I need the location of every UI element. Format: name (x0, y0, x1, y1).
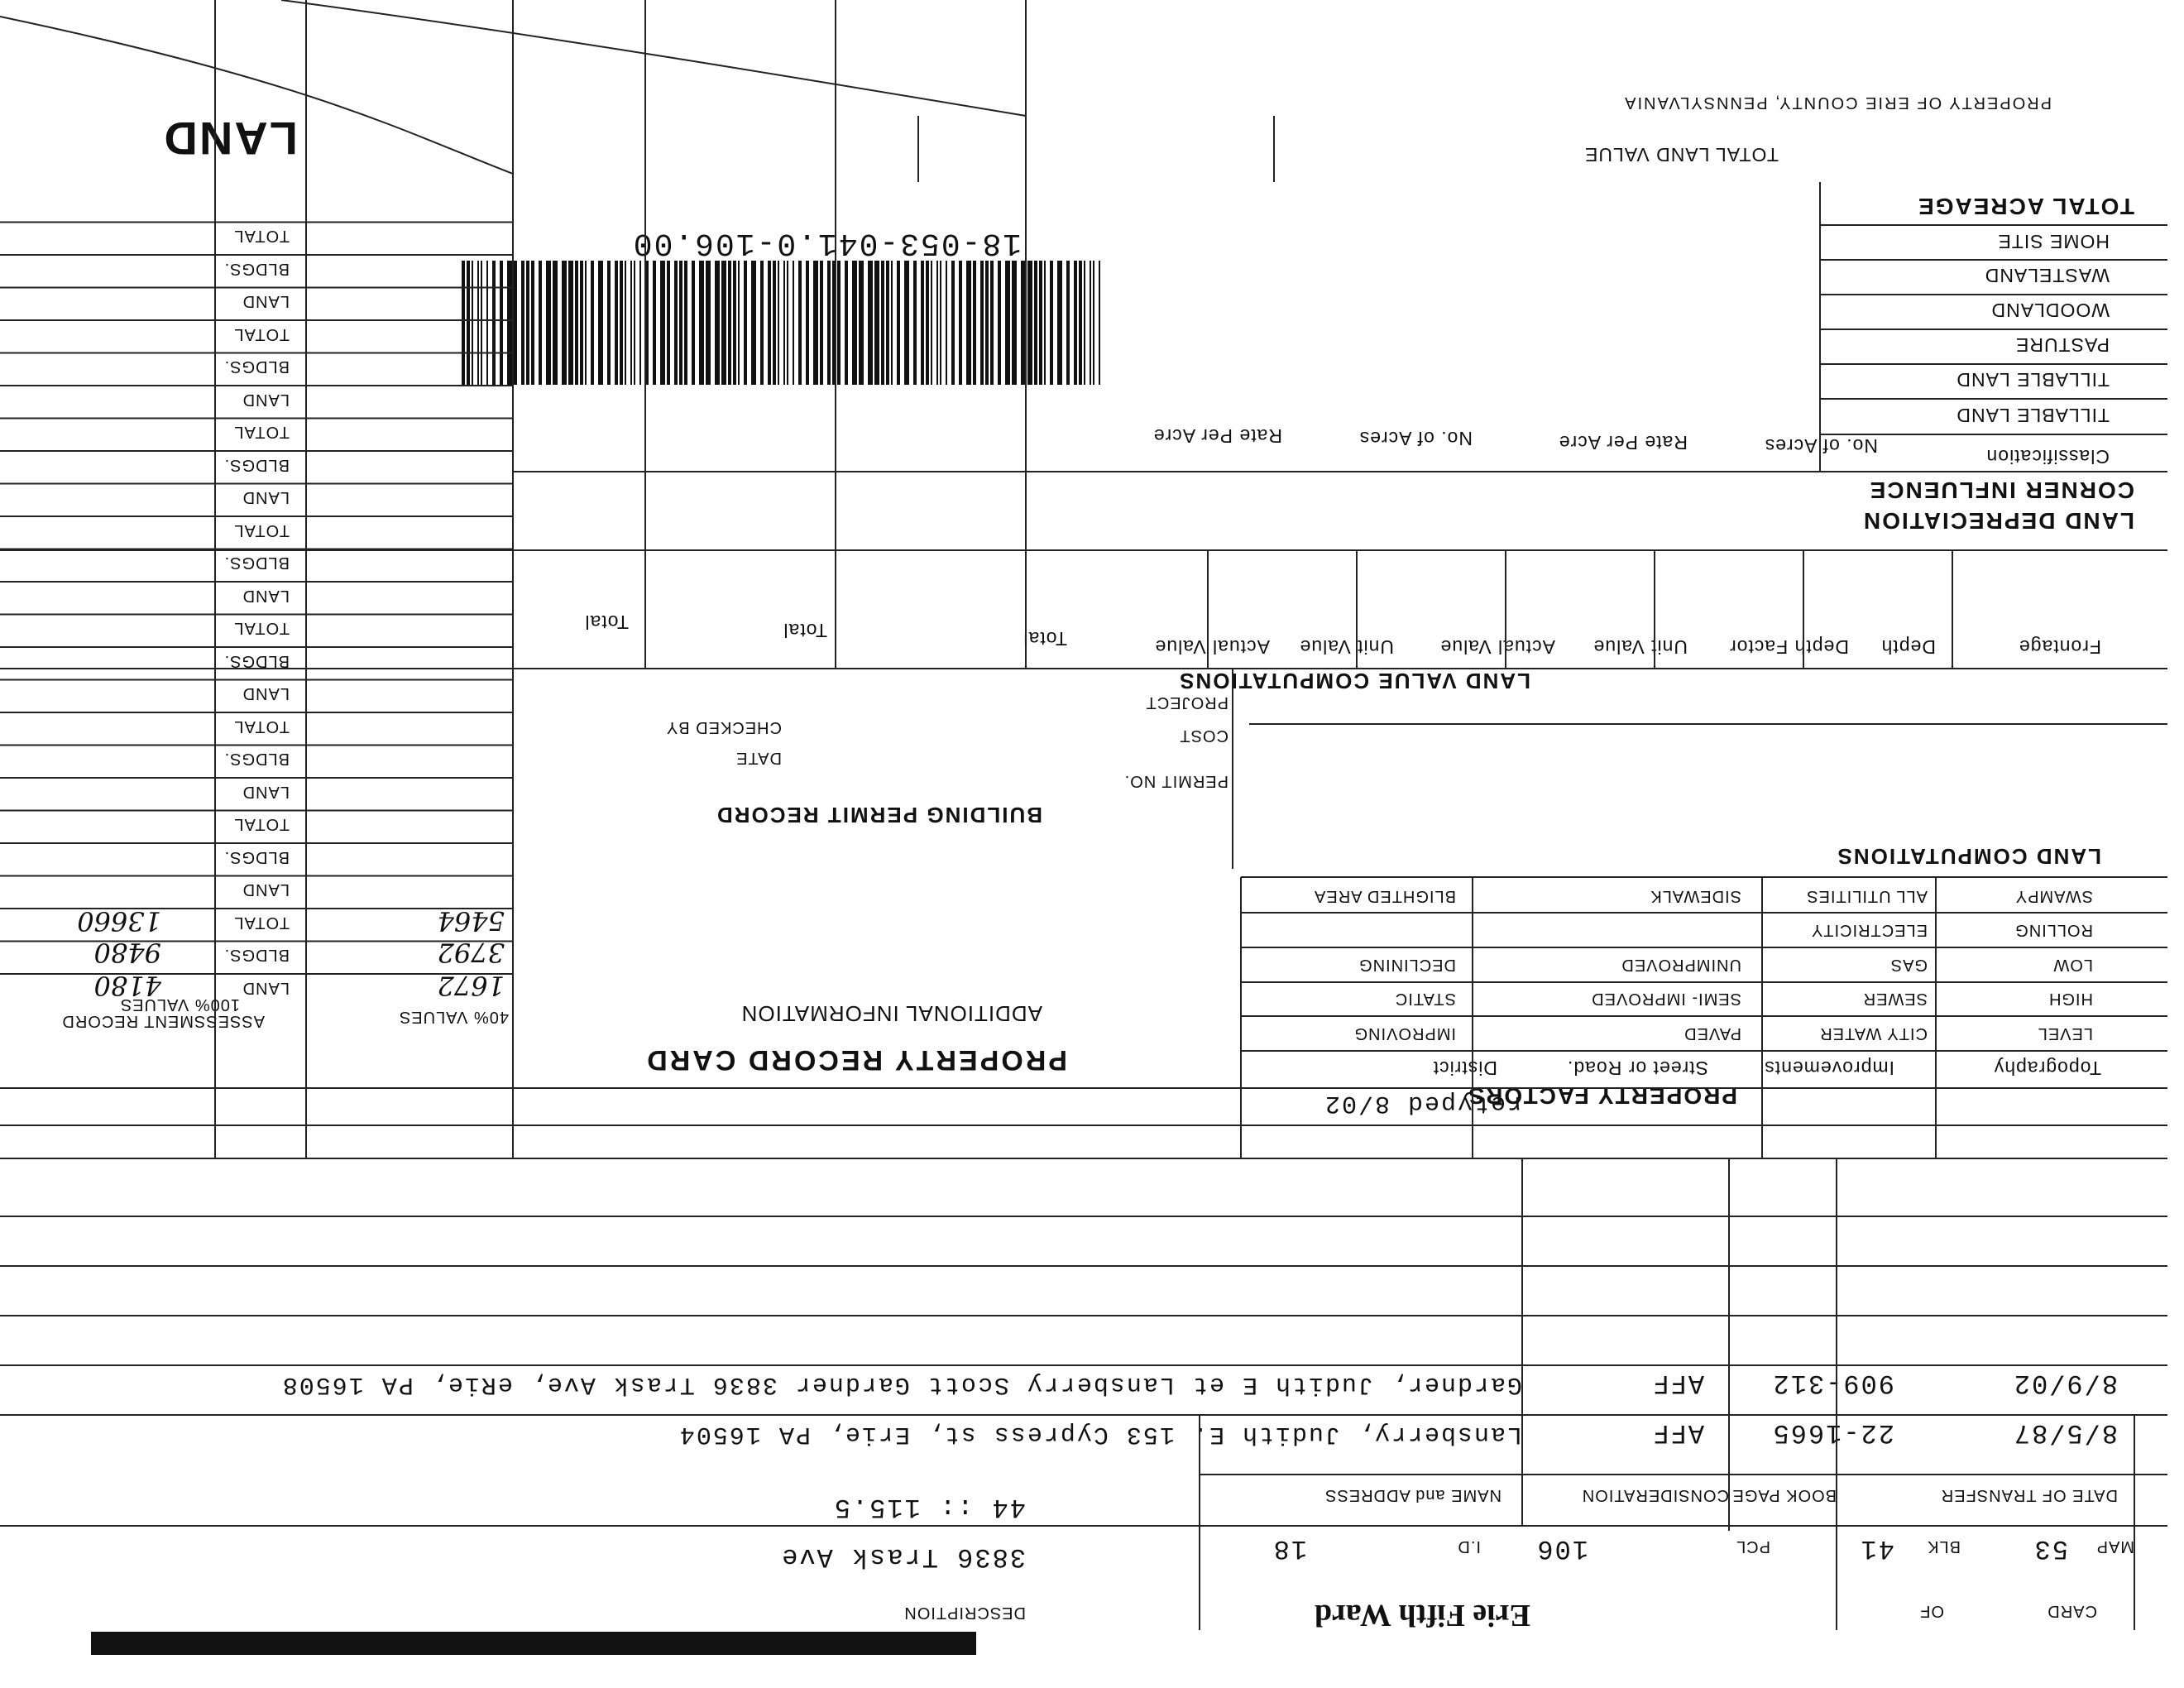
permit-no-label: PERMIT NO. (1123, 772, 1228, 790)
permit-project-label: PROJECT (1145, 693, 1228, 712)
pcl-value: 106 (1535, 1533, 1588, 1564)
factor-gas: GAS (1889, 956, 1928, 974)
col-rate-1: Rate Per Acre (1558, 432, 1688, 453)
factor-swampy: SWAMPY (2014, 887, 2093, 905)
total-100-value: 13660 (77, 905, 161, 937)
land-100-value: 4180 (93, 970, 161, 1001)
assessment-row-label: TOTAL (233, 717, 290, 736)
col-unit-value: Unit Value (1592, 636, 1688, 658)
assessment-row-label: LAND (242, 488, 290, 507)
factor-high: HIGH (2048, 990, 2093, 1008)
factor-unimproved: UNIMPROVED (1621, 956, 1741, 974)
class-home-site: HOME SITE (1997, 231, 2110, 252)
assessment-row-label: TOTAL (233, 815, 290, 834)
assessment-row-label: TOTAL (233, 423, 290, 442)
col-total-3: Total (584, 611, 629, 633)
factor-city-water: CITY WATER (1819, 1024, 1928, 1043)
col-depth-factor: Depth Factor (1729, 636, 1849, 658)
assessment-row-label: BLDGS. (223, 750, 290, 769)
transfer-date: 8/5/87 (2012, 1417, 2118, 1448)
col-actual-value: Actual Value (1439, 636, 1555, 658)
record-card-title: PROPERTY RECORD CARD (644, 1044, 1067, 1076)
property-factors-title: PROPERTY FACTORS (1467, 1083, 1737, 1109)
assessment-row-label: LAND (242, 783, 290, 801)
class-pasture: PASTURE (2015, 334, 2110, 356)
values100-label: 100% VALUES (119, 995, 240, 1014)
assessment-record-label: ASSESSMENT RECORD (61, 1012, 265, 1030)
assessment-row-label: BLDGS. (223, 554, 290, 573)
col-total-1: Total (1023, 628, 1067, 650)
assessment-row-label: LAND (242, 684, 290, 703)
col-acres-1: No. of Acres (1764, 435, 1878, 457)
factor-sidewalk: SIDEWALK (1650, 887, 1741, 905)
id-value: 18 (1272, 1533, 1307, 1564)
ward-title: Erie Fifth Ward (1314, 1598, 1530, 1633)
col-classification: Classification (1985, 446, 2110, 468)
assessment-row-label: LAND (242, 292, 290, 311)
total-40-value: 5464 (437, 905, 505, 937)
permit-cost-label: COST (1179, 727, 1228, 745)
factor-col-district: District (1432, 1057, 1497, 1079)
land-computations-title: LAND COMPUTATIONS (1836, 844, 2101, 869)
factor-all-utilities: ALL UTILITIES (1806, 887, 1928, 905)
transfer-name-header: NAME and ADDRESS (1324, 1486, 1502, 1504)
transfer-book-page: 909-312 (1771, 1368, 1894, 1398)
transfer-name-address: Lansberry, Judith E. 153 Cypress st, Erie, PA 16504 (678, 1420, 1522, 1448)
description-address: 3836 Trask Ave (780, 1542, 1026, 1572)
pcl-label: PCL (1736, 1537, 1770, 1556)
col-acres-2: No. of Acres (1358, 428, 1473, 449)
assessment-row-label: TOTAL (233, 521, 290, 539)
factor-col-street: Street or Road. (1567, 1057, 1708, 1079)
col-depth: Depth (1880, 636, 1936, 658)
retyped-note: retyped 8/02 (1323, 1089, 1522, 1117)
class-woodland: WOODLAND (1990, 300, 2110, 321)
assessment-row-label: LAND (242, 880, 290, 899)
permit-record-title: BUILDING PERMIT RECORD (716, 803, 1042, 827)
additional-info-title: ADDITIONAL INFORMATION (740, 1001, 1042, 1026)
factor-low: LOW (2052, 956, 2093, 974)
land-value-computations-title: LAND VALUE COMPUTATIONS (1178, 669, 1530, 693)
assessment-row-label: TOTAL (233, 619, 290, 638)
factor-col-topography: Topography (1993, 1057, 2101, 1079)
transfer-name-address: Gardner, Judith E et Lansberry Scott Gardner 3836 Trask Ave, eRie, PA 16508 (280, 1370, 1522, 1398)
factor-static: STATIC (1394, 990, 1456, 1008)
description-label: DESCRIPTION (903, 1604, 1026, 1622)
factor-sewer: SEWER (1862, 990, 1928, 1008)
transfer-consideration-header: CONSIDERATION (1581, 1486, 1729, 1504)
corner-influence-title: CORNER INFLUENCE (1868, 477, 2134, 503)
transfer-consideration: AFF (1651, 1417, 1704, 1448)
factor-rolling: ROLLING (2014, 921, 2093, 939)
transfer-consideration: AFF (1651, 1368, 1704, 1398)
factor-col-improvements: Improvements (1764, 1057, 1894, 1079)
factor-electricity: ELECTRICITY (1810, 921, 1928, 939)
assessment-row-label: TOTAL (233, 914, 290, 932)
land-depreciation-title: LAND DEPRECIATION (1861, 508, 2134, 534)
values40-label: 40% VALUES (398, 1008, 509, 1026)
assessment-row-label: TOTAL (233, 227, 290, 246)
col-frontage: Frontage (2018, 636, 2101, 658)
assessment-row-label: BLDGS. (223, 260, 290, 278)
assessment-row-label: BLDGS. (223, 357, 290, 376)
col-actual-value-2: Actual Value (1154, 636, 1270, 658)
transfer-book-page: 22-1665 (1771, 1417, 1894, 1448)
class-wasteland: WASTELAND (1984, 265, 2110, 286)
county-footer: PROPERTY OF ERIE COUNTY, PENNSYLVANIA (1623, 94, 2052, 112)
assessment-row-label: LAND (242, 587, 290, 605)
col-rate-2: Rate Per Acre (1152, 425, 1282, 447)
assessment-row-label: BLDGS. (223, 652, 290, 670)
transfer-book-header: BOOK PAGE (1731, 1486, 1837, 1504)
assessment-row-label: BLDGS. (223, 456, 290, 474)
col-unit-value-2: Unit Value (1299, 636, 1394, 658)
assessment-row-label: TOTAL (233, 325, 290, 343)
total-acreage-label: TOTAL ACREAGE (1917, 194, 2134, 219)
factor-paved: PAVED (1684, 1024, 1741, 1043)
map-value: 53 (2033, 1533, 2068, 1564)
description-dims: 44 :: 115.5 (832, 1492, 1026, 1523)
assessment-row-label: BLDGS. (223, 946, 290, 965)
assessment-row-label: LAND (242, 979, 290, 997)
parcel-number: 18-053-041.0-106.00 (631, 225, 1022, 261)
permit-date-label: DATE (735, 749, 782, 767)
card-label: CARD (2047, 1602, 2097, 1620)
land-40-value: 1672 (437, 970, 505, 1001)
assessment-row-label: BLDGS. (223, 848, 290, 866)
factor-improving: IMPROVING (1353, 1024, 1456, 1043)
blk-label: BLK (1927, 1537, 1961, 1556)
id-label: I.D (1457, 1537, 1481, 1556)
map-label: MAP (2095, 1537, 2134, 1556)
assessment-row-label: LAND (242, 391, 290, 409)
bldgs-100-value: 9480 (93, 937, 161, 968)
factor-declining: DECLINING (1358, 956, 1456, 974)
transfer-date-header: DATE OF TRANSFER (1940, 1486, 2118, 1504)
col-total-2: Total (783, 620, 827, 641)
permit-checked-label: CHECKED BY (665, 718, 782, 736)
class-tillable-2: TILLABLE LAND (1956, 369, 2110, 391)
class-tillable-1: TILLABLE LAND (1956, 405, 2110, 426)
total-land-value-label: TOTAL LAND VALUE (1584, 144, 1779, 165)
factor-level: LEVEL (2037, 1024, 2093, 1043)
factor-blighted: BLIGHTED AREA (1314, 887, 1456, 905)
blk-value: 41 (1859, 1533, 1894, 1564)
transfer-date: 8/9/02 (2012, 1368, 2118, 1398)
bldgs-40-value: 3792 (437, 937, 505, 968)
factor-semi-improved: SEMI- IMPROVED (1591, 990, 1741, 1008)
of-label: OF (1919, 1602, 1944, 1620)
land-side-title: LAND (162, 113, 298, 165)
